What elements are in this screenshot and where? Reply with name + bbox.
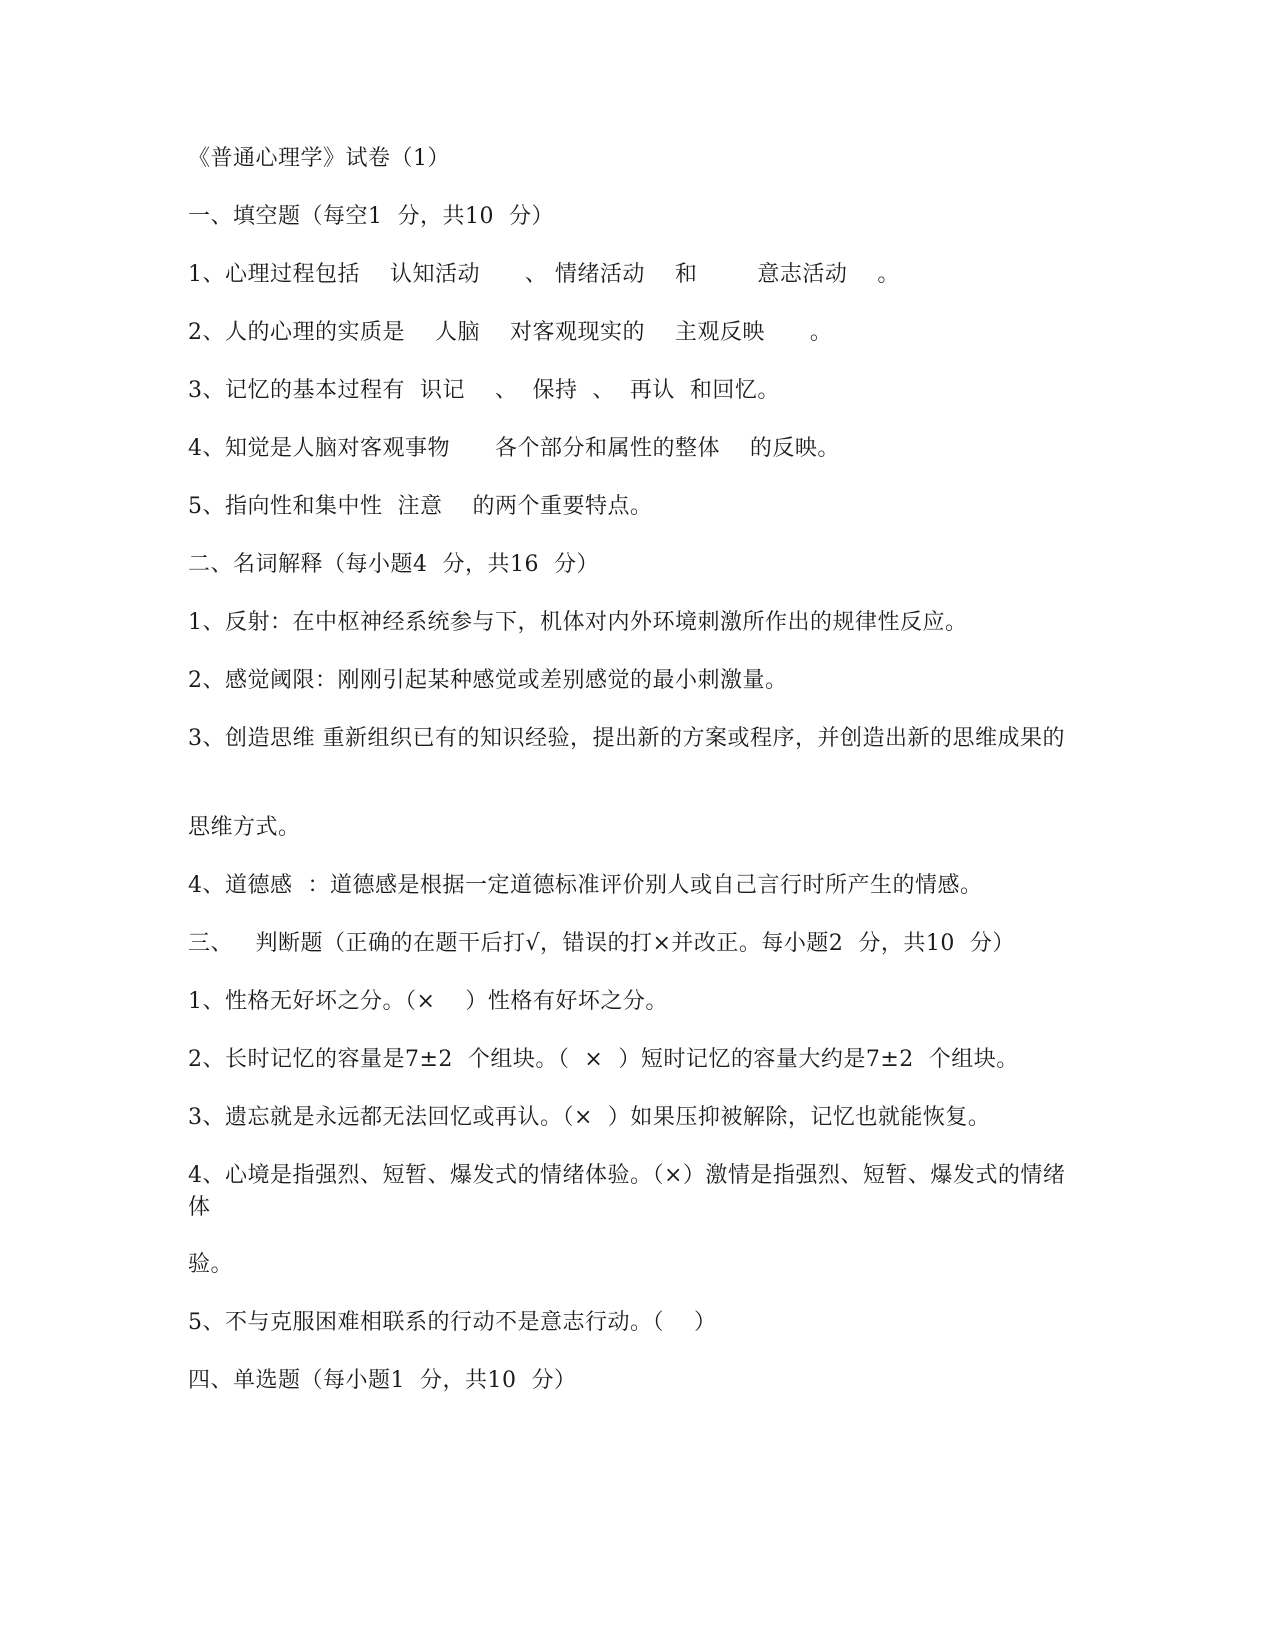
true-false-item-continuation: 验。: [188, 1252, 234, 1277]
fill-blank-item: 5、指向性和集中性 注意 的两个重要特点。: [188, 494, 653, 519]
section-heading-true-false: 三、 判断题（正确的在题干后打√，错误的打×并改正。每小题2 分，共10 分）: [188, 931, 1015, 956]
section-heading-term-explanation: 二、名词解释（每小题4 分，共16 分）: [188, 552, 599, 577]
true-false-item: 1、性格无好坏之分。（× ）性格有好坏之分。: [188, 989, 668, 1014]
term-item: 3、创造思维 重新组织已有的知识经验，提出新的方案或程序，并创造出新的思维成果的: [188, 726, 1065, 751]
fill-blank-item: 2、人的心理的实质是 人脑 对客观现实的 主观反映 。: [188, 320, 833, 345]
term-item: 1、反射：在中枢神经系统参与下，机体对内外环境刺激所作出的规律性反应。: [188, 610, 968, 635]
fill-blank-item: 3、记忆的基本过程有 识记 、 保持 、 再认 和回忆。: [188, 378, 780, 403]
section-heading-fill-blank: 一、填空题（每空1 分，共10 分）: [188, 204, 554, 229]
page-title: 《普通心理学》试卷（1）: [188, 146, 450, 171]
term-item-continuation: 思维方式。: [188, 815, 301, 840]
term-item: 4、道德感 ：道德感是根据一定道德标准评价别人或自己言行时所产生的情感。: [188, 873, 983, 898]
true-false-item: 3、遗忘就是永远都无法回忆或再认。（× ）如果压抑被解除，记忆也就能恢复。: [188, 1105, 991, 1130]
true-false-item: 5、不与克服困难相联系的行动不是意志行动。（ ）: [188, 1310, 717, 1335]
section-heading-single-choice: 四、单选题（每小题1 分，共10 分）: [188, 1368, 577, 1393]
true-false-item: 2、长时记忆的容量是7±2 个组块。（ × ）短时记忆的容量大约是7±2 个组块。: [188, 1047, 1019, 1072]
term-item: 2、感觉阈限：刚刚引起某种感觉或差别感觉的最小刺激量。: [188, 668, 788, 693]
fill-blank-item: 1、心理过程包括 认知活动 、 情绪活动 和 意志活动 。: [188, 262, 900, 287]
fill-blank-item: 4、知觉是人脑对客观事物 各个部分和属性的整体 的反映。: [188, 436, 840, 461]
true-false-item: 4、心境是指强烈、短暂、爆发式的情绪体验。（×）激情是指强烈、短暂、爆发式的情绪体: [188, 1163, 1066, 1220]
